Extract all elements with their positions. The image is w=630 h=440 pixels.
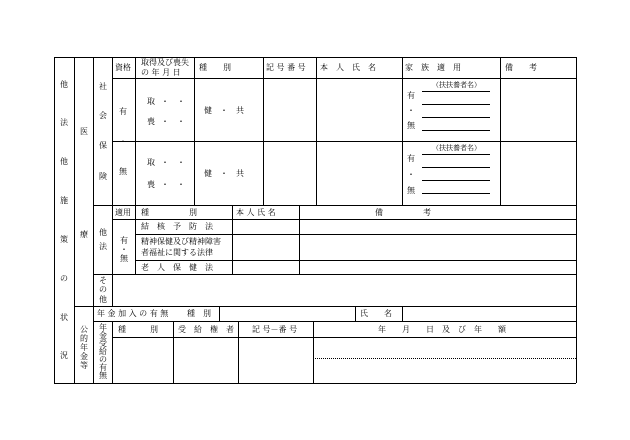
left-label-char-3: 施 bbox=[60, 196, 68, 205]
vline-tahou-honnin bbox=[299, 205, 300, 274]
shakai-char-1: 会 bbox=[99, 111, 107, 120]
left-label-char-1: 法 bbox=[60, 118, 68, 127]
row2-shu: 取 bbox=[147, 158, 155, 167]
vline-shubetsu bbox=[263, 57, 264, 205]
row1-shu-dots: ・ ・ bbox=[161, 97, 185, 106]
iryo-label: 医 bbox=[80, 127, 88, 136]
nenkin-h-jukyu: 受 給 権 者 bbox=[178, 325, 234, 334]
shakai-char-3: 険 bbox=[99, 172, 107, 181]
vline-nenkin-h1 bbox=[173, 321, 174, 383]
vline-nenkin-shimei bbox=[355, 306, 356, 321]
row1-k-dot: ・ bbox=[407, 106, 415, 115]
rule-header-bottom bbox=[112, 78, 576, 79]
tahou-item-kekkaku: 結 核 予 防 法 bbox=[141, 222, 213, 231]
left-label-char-2: 他 bbox=[60, 157, 68, 166]
vline-shutoku bbox=[194, 57, 195, 205]
nenkin-side2-char-0: 年 bbox=[99, 323, 107, 332]
nenkin-side-char-4: 等 bbox=[80, 361, 88, 370]
shakai-char-0: 社 bbox=[99, 82, 107, 91]
rule-nenkin-kanyu bbox=[93, 321, 576, 322]
nenkin-side2-char-2: 受 bbox=[99, 339, 107, 348]
nenkin-shubetsu-label: 種 別 bbox=[187, 309, 211, 318]
row2-ken: 健 ・ 共 bbox=[204, 169, 244, 178]
row1-mu: 無 bbox=[119, 167, 127, 176]
nenkin-side-char-1: 的 bbox=[80, 334, 88, 343]
tahou-biko: 備 考 bbox=[375, 208, 431, 217]
header-kigo: 記 号 番 号 bbox=[266, 63, 306, 72]
row2-shu-dots: ・ ・ bbox=[161, 158, 185, 167]
vline-kazoku bbox=[500, 57, 501, 205]
row1-fuyo-line-2 bbox=[422, 104, 490, 105]
iryo-label-2: 療 bbox=[80, 230, 88, 239]
vline-honnin bbox=[402, 57, 403, 205]
rule-tahou-header bbox=[112, 219, 576, 220]
vline-nenkin-shubetsu bbox=[219, 306, 220, 321]
nenkin-side2-char-4: の bbox=[99, 355, 107, 364]
left-label-char-5: の bbox=[60, 274, 68, 283]
rule-bottom bbox=[54, 383, 576, 384]
row1-fuyo-line-3 bbox=[422, 117, 490, 118]
vline-right-outer bbox=[576, 57, 577, 383]
row2-so-dots: ・ ・ bbox=[161, 180, 185, 189]
left-label-char-0: 他 bbox=[60, 80, 68, 89]
row2-fuyo-label: （扶扶養者名） bbox=[432, 144, 481, 152]
tahou-umu-u: 有 bbox=[120, 236, 128, 245]
row2-fuyo-line-2 bbox=[422, 167, 490, 168]
nenkin-side-char-3: 金 bbox=[80, 352, 88, 361]
vline-nenkin-shimei2 bbox=[402, 306, 403, 321]
row2-fuyo-line-3 bbox=[422, 180, 490, 181]
header-kazoku: 家 族 適 用 bbox=[405, 63, 461, 72]
tahou-item-roujin: 老 人 保 健 法 bbox=[141, 263, 213, 272]
vline-nenkin-h3 bbox=[313, 321, 314, 383]
row1-fuyo-line-4 bbox=[422, 130, 490, 131]
header-shubetsu: 種 別 bbox=[199, 63, 231, 72]
row1-u: 有 bbox=[119, 107, 127, 116]
vline-shikaku bbox=[135, 57, 136, 274]
vline-tahou-shubetsu bbox=[232, 205, 233, 274]
tahou-char-1: 法 bbox=[99, 242, 107, 251]
nenkin-side2-char-1: 金 bbox=[99, 331, 107, 340]
row1-k-u: 有 bbox=[407, 91, 415, 100]
header-shutoku: 取得及び喪失 bbox=[141, 58, 189, 67]
sonota-char-0: そ bbox=[99, 276, 107, 285]
rule-top bbox=[54, 57, 576, 58]
tahou-umu-mu: 無 bbox=[120, 254, 128, 263]
nenkin-kanyu-label: 年 金 加 入 の 有 無 bbox=[97, 309, 169, 318]
rule-tahou-row2 bbox=[135, 260, 576, 261]
row2-k-u: 有 bbox=[407, 154, 415, 163]
tahou-item-seishin-2: 者福祉に関する法律 bbox=[141, 248, 213, 257]
rule-nenkin-dotted bbox=[313, 358, 576, 359]
nenkin-side2-char-3: 給 bbox=[99, 347, 107, 356]
row2-fuyo-line-4 bbox=[422, 193, 490, 194]
rule-tahou-bottom bbox=[93, 274, 576, 275]
vline-nenkin-h2 bbox=[238, 321, 239, 383]
rule-row1-bottom bbox=[112, 141, 576, 142]
rule-shakai-bottom bbox=[93, 205, 576, 206]
row2-k-dot: ・ bbox=[407, 170, 415, 179]
row2-so: 喪 bbox=[147, 180, 155, 189]
nenkin-side-char-0: 公 bbox=[80, 325, 88, 334]
vline-left-outer bbox=[54, 57, 55, 383]
row1-so-dots: ・ ・ bbox=[161, 117, 185, 126]
row1-ken: 健 ・ 共 bbox=[204, 106, 244, 115]
row1-so: 喪 bbox=[147, 117, 155, 126]
tahou-char-0: 他 bbox=[99, 228, 107, 237]
tahou-honnin: 本 人 氏 名 bbox=[236, 208, 276, 217]
nenkin-h-kigo: 記 号－番 号 bbox=[252, 325, 298, 334]
vline-left-label bbox=[74, 57, 75, 383]
nenkin-side-char-2: 年 bbox=[80, 343, 88, 352]
left-label-char-4: 策 bbox=[60, 235, 68, 244]
nenkin-shimei-label: 氏 名 bbox=[360, 309, 392, 318]
row2-fuyo-line-1 bbox=[422, 154, 490, 155]
left-label-char-6: 状 bbox=[60, 313, 68, 322]
header-shikaku: 資格 bbox=[115, 63, 131, 72]
rule-tahou-row1 bbox=[135, 234, 576, 235]
nenkin-h-nengetsu: 年 月 日 及 び 年 額 bbox=[378, 325, 506, 334]
sonota-char-2: 他 bbox=[99, 295, 107, 304]
row1-fuyo-line-1 bbox=[422, 91, 490, 92]
rule-iryo-bottom bbox=[74, 306, 576, 307]
shakai-char-2: 保 bbox=[99, 141, 107, 150]
rule-nenkin-header bbox=[112, 337, 576, 338]
tahou-tekiyo: 適用 bbox=[115, 208, 131, 217]
vline-iryo bbox=[93, 57, 94, 383]
row2-k-mu: 無 bbox=[407, 186, 415, 195]
row1-fuyo-label: （扶扶養者名） bbox=[432, 81, 481, 89]
vline-shakai bbox=[112, 57, 113, 306]
vline-kigo bbox=[316, 57, 317, 205]
nenkin-side2-char-5: 有 bbox=[99, 363, 107, 372]
row1-k-mu: 無 bbox=[407, 121, 415, 130]
nenkin-h-shubetsu: 種 別 bbox=[118, 325, 158, 334]
tahou-item-seishin-1: 精神保健及び精神障害 bbox=[141, 237, 221, 246]
header-nengappi: の 年 月 日 bbox=[141, 68, 181, 77]
tahou-umu-dot: ・ bbox=[120, 245, 128, 254]
sonota-char-1: の bbox=[99, 285, 107, 294]
header-honnin: 本 人 氏 名 bbox=[320, 63, 376, 72]
nenkin-side2-char-6: 無 bbox=[99, 371, 107, 380]
header-biko: 備 考 bbox=[505, 63, 537, 72]
row1-dot: ・ bbox=[119, 137, 127, 146]
left-label-char-7: 況 bbox=[60, 351, 68, 360]
tahou-shubetsu: 種 別 bbox=[141, 208, 197, 217]
row1-shu: 取 bbox=[147, 97, 155, 106]
vline-nenkin-side bbox=[112, 321, 113, 383]
